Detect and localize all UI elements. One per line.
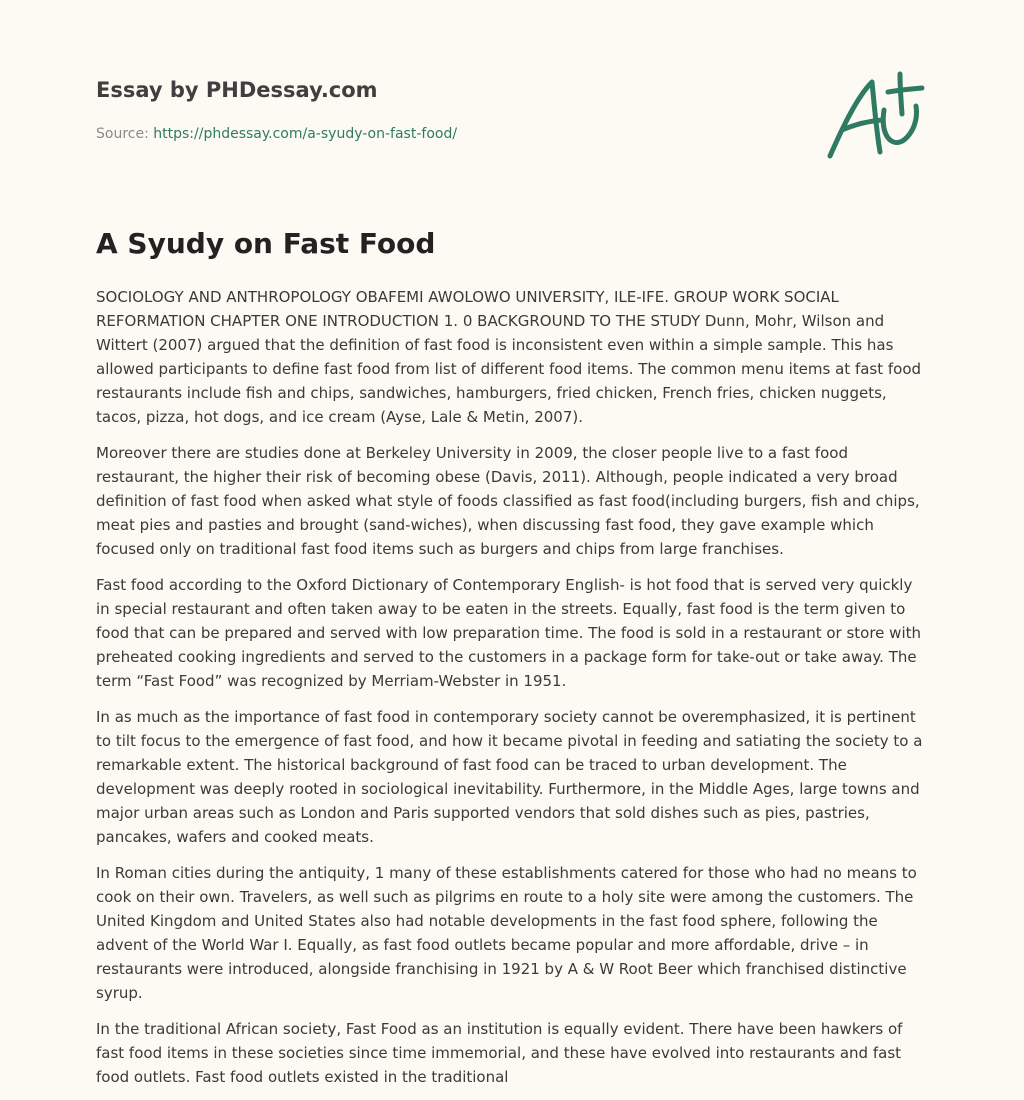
essay-paragraph: In as much as the importance of fast food in contemporary society cannot be overemphasized, it is pertinent to tilt focus to the emergence of fast food, and how it became pivotal in feeding and satiating the society to a remarkable extent. The historical background of fast food can be traced to urban development. The development was deeply rooted in sociological inevitability. Furthermore, in the Middle Ages, large towns and major urban areas such as London and Paris supported vendors that sold dishes such as pies, pastries, pancakes, wafers and cooked meats.: [96, 708, 923, 846]
brand-title: Essay by PHDessay.com: [96, 78, 378, 102]
essay-header: [96, 0, 928, 180]
essay-body: [96, 285, 930, 1100]
essay-paragraph: In the traditional African society, Fast Food as an institution is equally evident. There have been hawkers of fast food items in these societies since time immemorial, and these have evolved into restaurants and fast food outlets. Fast food outlets existed in the traditional: [96, 1020, 903, 1086]
a-plus-grade-icon: [822, 66, 926, 164]
source-link[interactable]: https://phdessay.com/a-syudy-on-fast-food/: [153, 126, 458, 142]
essay-paragraph: In Roman cities during the antiquity, 1 many of these establishments catered for those who had no means to cook on their own. Travelers, as well such as pilgrims en route to a holy site were among the customers. The United Kingdom and United States also had notable developments in the fast food sphere, following the advent of the World War I. Equally, as fast food outlets became popular and more affordable, drive – in restaurants were introduced, alongside franchising in 1921 by A & W Root Beer which franchised distinctive syrup.: [96, 864, 917, 1002]
source-label: Source:: [96, 126, 154, 142]
essay-paragraph: Moreover there are studies done at Berkeley University in 2009, the closer people live to a fast food restaurant, the higher their risk of becoming obese (Davis, 2011). Although, people indicated a very broad definition of fast food when asked what style of foods classified as fast food(including burgers, fish and chips, meat pies and pasties and brought (sand-wiches), when discussing fast food, they gave example which focused only on traditional fast food items such as burgers and chips from large franchises.: [96, 444, 920, 558]
essay-title: A Syudy on Fast Food: [96, 227, 436, 260]
essay-paragraph: SOCIOLOGY AND ANTHROPOLOGY OBAFEMI AWOLOWO UNIVERSITY, ILE-IFE. GROUP WORK SOCIAL REFORMATION CHAPTER ONE INTRODUCTION 1. 0 BACKGROUND TO THE STUDY Dunn, Mohr, Wilson and Wittert (2007) argued that the definition of fast food is inconsistent even within a simple sample. This has allowed participants to define fast food from list of different food items. The common menu items at fast food restaurants include fish and chips, sandwiches, hamburgers, fried chicken, French fries, chicken nuggets, tacos, pizza, hot dogs, and ice cream (Ayse, Lale & Metin, 2007).: [96, 288, 922, 426]
essay-paragraph: Fast food according to the Oxford Dictionary of Contemporary English- is hot food that is served very quickly in special restaurant and often taken away to be eaten in the streets. Equally, fast food is the term given to food that can be prepared and served with low preparation time. The food is sold in a restaurant or store with preheated cooking ingredients and served to the customers in a package form for take-out or take away. The term “Fast Food” was recognized by Merriam-Webster in 1951.: [96, 576, 922, 690]
source-line: [96, 124, 457, 144]
